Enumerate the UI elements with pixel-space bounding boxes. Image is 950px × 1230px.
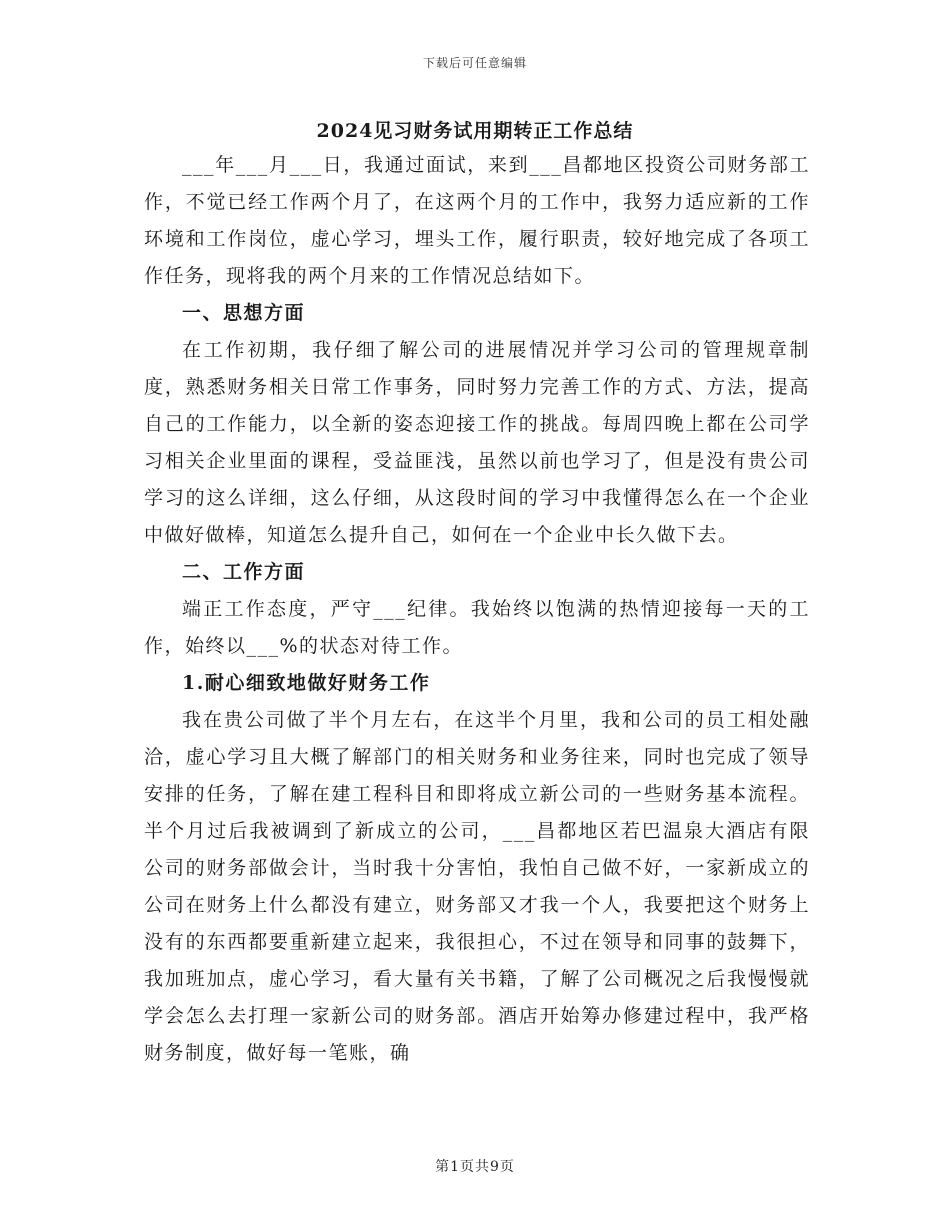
body-paragraph: 我在贵公司做了半个月左右，在这半个月里，我和公司的员工相处融洽，虚心学习且大概了解部门的相关财务和业务往来，同时也完成了领导安排的任务，了解在建工程科目和即将成立新公司的一些财务基本流程。半个月过后我被调到了新成立的公司，___昌都地区若巴温泉大酒店有限公司的财务部做会计，当时我十分害怕，我怕自己做不好，一家新成立的公司在财务上什么都没有建立，财务部又才我一个人，我要把这个财务上没有的东西都要重新建立起来，我很担心，不过在领导和同事的鼓舞下，我加班加点，虚心学习，看大量有关书籍，了解了公司概况之后我慢慢就学会怎么去打理一家新公司的财务部。酒店开始筹办修建过程中，我严格财务制度，做好每一笔账，确 xyxy=(144,709,810,1064)
section-heading: 二、工作方面 xyxy=(182,561,306,583)
page-indicator: 第1页共9页 xyxy=(435,1159,515,1175)
document-body xyxy=(144,147,810,1072)
header-note: 下载后可任意编辑 xyxy=(422,56,527,70)
section-heading: 一、思想方面 xyxy=(182,302,306,324)
body-paragraph: 端正工作态度，严守___纪律。我始终以饱满的热情迎接每一天的工作，始终以___%的状态对待工作。 xyxy=(144,598,810,657)
body-paragraph: ___年___月___日，我通过面试，来到___昌都地区投资公司财务部工作，不觉已经工作两个月了，在这两个月的工作中，我努力适应新的工作环境和工作岗位，虚心学习，埋头工作，履行职责，较好地完成了各项工作任务，现将我的两个月来的工作情况总结如下。 xyxy=(144,154,810,287)
subsection-heading: 1.耐心细致地做好财务工作 xyxy=(182,672,431,694)
document-title: 2024见习财务试用期转正工作总结 xyxy=(316,120,634,142)
body-paragraph: 在工作初期，我仔细了解公司的进展情况并学习公司的管理规章制度，熟悉财务相关日常工作事务，同时努力完善工作的方式、方法，提高自己的工作能力，以全新的姿态迎接工作的挑战。每周四晚上都在公司学习相关企业里面的课程，受益匪浅，虽然以前也学习了，但是没有贵公司学习的这么详细，这么仔细，从这段时间的学习中我懂得怎么在一个企业中做好做棒，知道怎么提升自己，如何在一个企业中长久做下去。 xyxy=(144,339,810,546)
